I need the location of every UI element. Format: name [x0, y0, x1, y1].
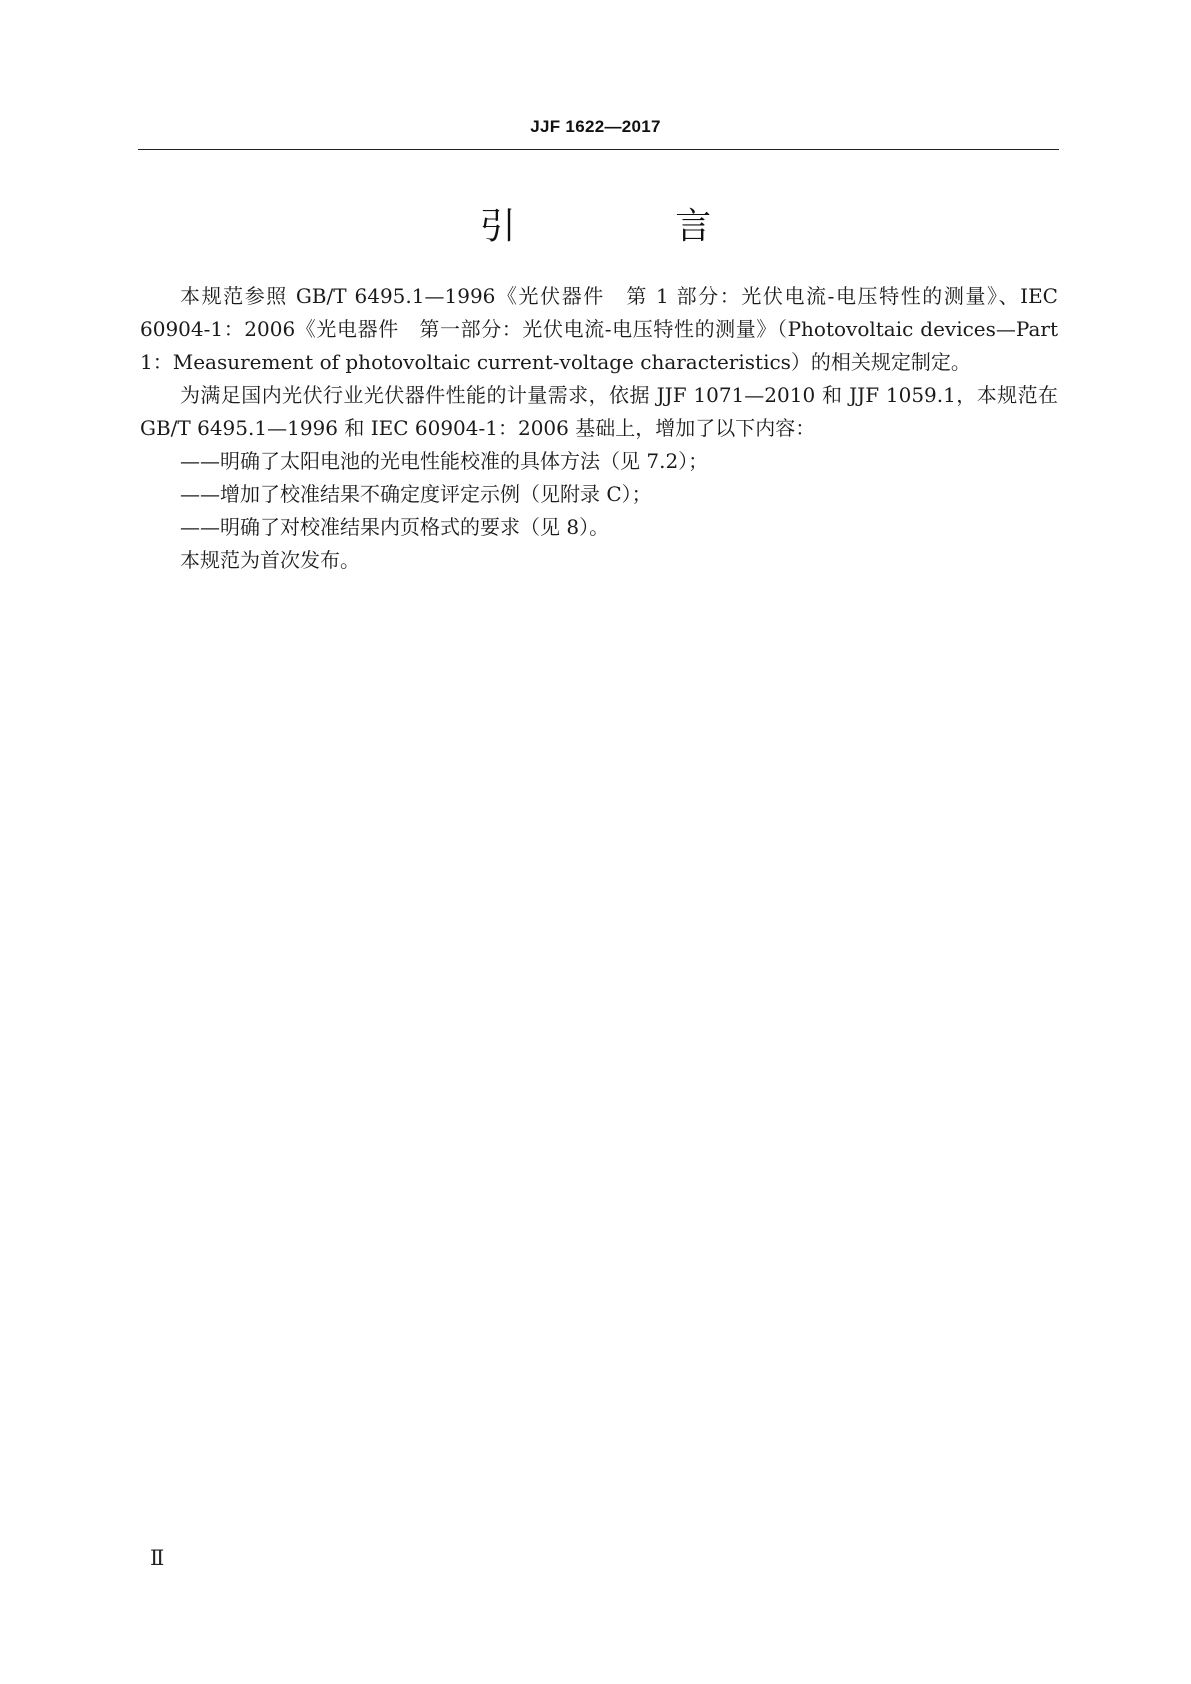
body-text: [140, 280, 1058, 577]
list-item-format-requirements: ——明确了对校准结果内页格式的要求（见 8）。: [180, 515, 610, 539]
header-divider: [138, 149, 1059, 150]
section-title: 引 言: [479, 206, 786, 247]
standard-code-header: JJF 1622—2017: [530, 117, 661, 136]
paragraph-first-release: 本规范为首次发布。: [180, 548, 360, 572]
paragraph-reference-standards: 本规范参照 GB/T 6495.1—1996《光伏器件 第 1 部分：光伏电流-电压特性的测量》、IEC 60904-1：2006《光电器件 第一部分：光伏电流-电压特性的测量》（Photovoltaic devices—Part 1：Measurement of photovoltaic current-voltage characteristics）的相关规定制定。: [140, 284, 1058, 374]
list-item-uncertainty-example: ——增加了校准结果不确定度评定示例（见附录 C）；: [180, 482, 652, 506]
list-item-method: ——明确了太阳电池的光电性能校准的具体方法（见 7.2）；: [180, 449, 709, 473]
paragraph-basis: 为满足国内光伏行业光伏器件性能的计量需求，依据 JJF 1071—2010 和 JJF 1059.1，本规范在 GB/T 6495.1—1996 和 IEC 60904-1：2006 基础上，增加了以下内容：: [140, 383, 1058, 440]
page-number: Ⅱ: [150, 1546, 165, 1570]
